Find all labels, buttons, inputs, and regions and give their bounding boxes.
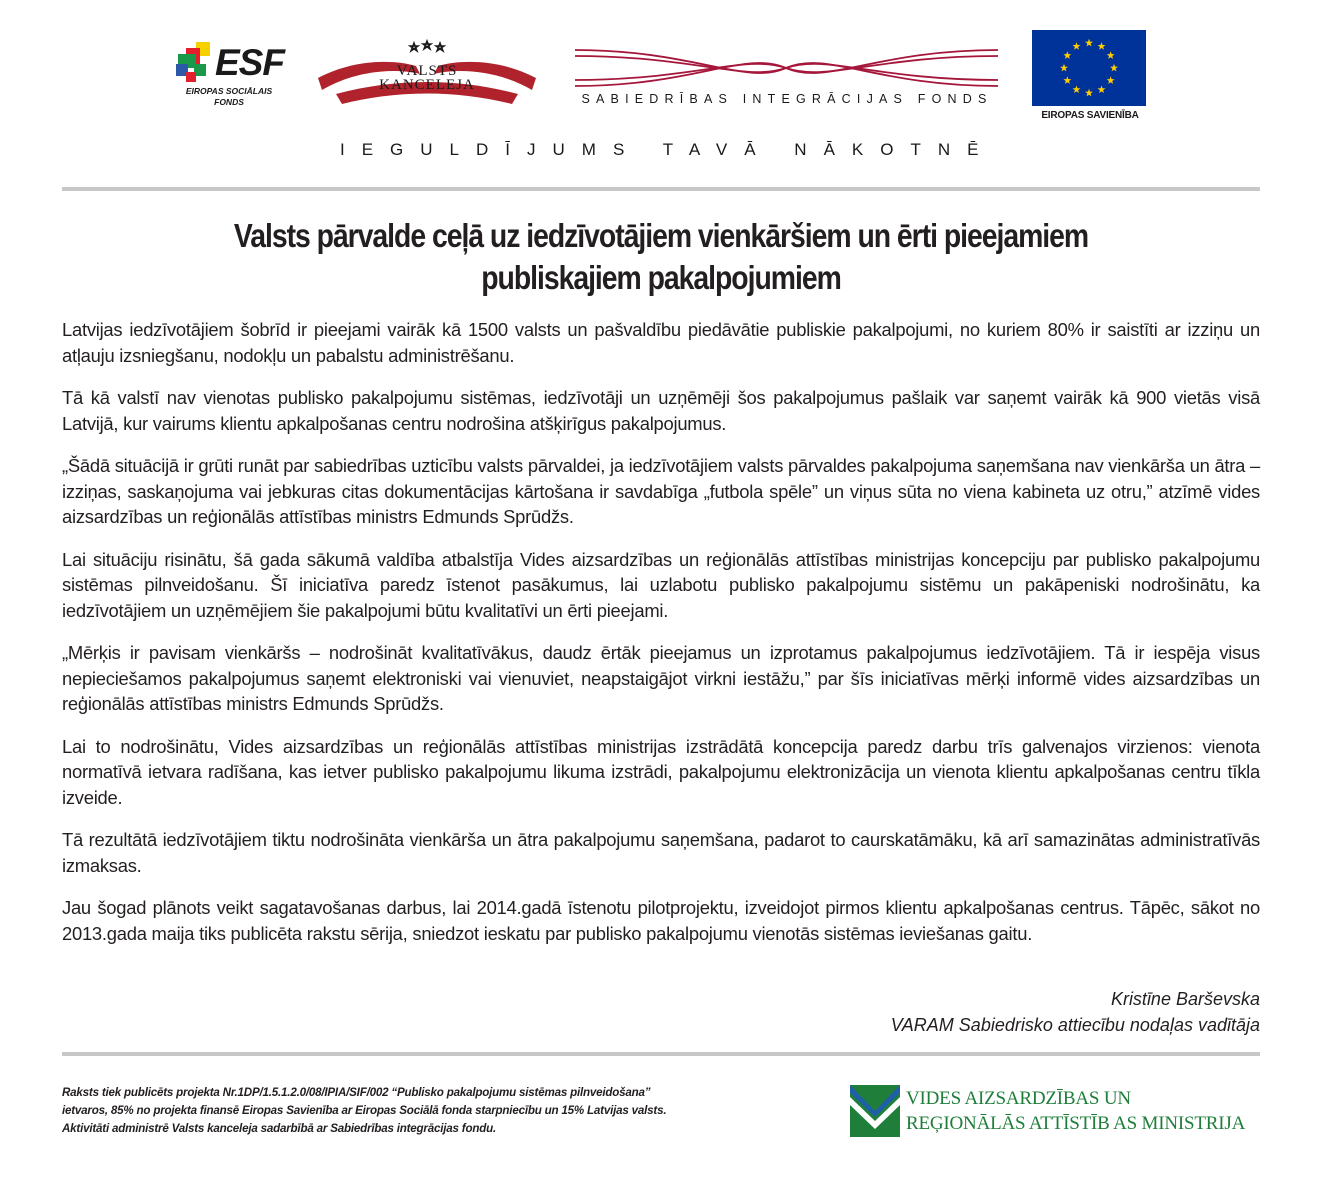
author-role: VARAM Sabiedrisko attiecību nodaļas vadītāja [890,1015,1260,1035]
article-paragraph: „Šādā situācijā ir grūti runāt par sabiedrības uzticību valsts pārvaldei, ja iedzīvotājiem valsts pārvaldes pakalpojuma saņemšana nav vienkārša un ātra – izziņas, saskaņojuma vai jebkuras citas dokumentācijas kārtošana ir savdabīga „futbola spēle” un viņus sūta no viena kabineta uz otru,” atzīmē vides aizsardzības un reģionālās attīstības ministrs Edmunds Sprūdžs. [62,455,1260,527]
eu-star-icon [1073,85,1081,93]
eu-flag [1032,30,1146,106]
article-body [62,317,1260,963]
sif-logo-text: SABIEDRĪBAS INTEGRĀCIJAS FONDS [581,92,993,106]
varam-logo-icon [850,1085,900,1137]
esf-logo-text: ESF [215,42,284,83]
varam-logo-text [906,1086,1245,1136]
funding-note-line: Raksts tiek publicēts projekta Nr.1DP/1.5.1.2.0/08/IPIA/SIF/002 “Publisko pakalpojumu sistēmas pilnveidošana” [62,1086,651,1099]
eu-star-icon [1085,39,1093,47]
esf-subtitle-line2: FONDS [214,97,244,107]
slogan: IEGULDĪJUMS TAVĀ NĀKOTNĒ [340,140,996,159]
funding-note-line: ietvaros, 85% no projekta finansē Eiropas Savienība ar Eiropas Sociālā fonda starpniecību un 15% Latvijas valsts. [62,1104,667,1117]
article-title [146,215,1176,299]
author-signature [700,986,1260,1038]
ministry-line1: VIDES AIZSARDZĪBAS UN [906,1088,1131,1109]
eu-star-icon [1063,76,1071,84]
esf-logo-subtitle [176,86,282,108]
eu-star-icon [1098,42,1106,50]
eu-star-icon [1063,51,1071,59]
article-paragraph: Lai to nodrošinātu, Vides aizsardzības un reģionālās attīstības ministrijas izstrādātā koncepcija paredz darbu trīs galvenajos virzienos: vienota normatīvā ietvara radīšana, kas ietver publisko pakalpojumu likuma izstrādi, pakalpojumu elektronizācija un vienota klientu apkalpošanas centru tīkla izveide. [62,735,1260,808]
kanceleja-line2: KANCELEJA [379,77,475,93]
funding-note [62,1084,822,1138]
eu-star-icon [1110,64,1118,72]
article-title-line2: publiskajiem pakalpojumiem [481,259,841,296]
article-paragraph: Lai situāciju risinātu, šā gada sākumā valdība atbalstīja Vides aizsardzības un reģionālās attīstības ministrijas koncepciju par publisko pakalpojumu sistēmas pilnveidošanu. Šī iniciatīva paredz īstenot pasākumus, lai uzlabotu publisko pakalpojumu sistēmu un pakāpeniski nodrošinātu, ka iedzīvotājiem un uzņēmējiem šie pakalpojumi būtu kvalitatīvi un ērti pieejami. [62,548,1260,621]
eu-star-icon [1107,51,1115,59]
article-paragraph: „Mērķis ir pavisam vienkāršs – nodrošināt kvalitatīvākus, daudz ērtāk pieejamus un izprotamus pakalpojumus iedzīvotājiem. Tā ir iespēja visus nepieciešamos pakalpojumus saņemt elektroniski vai vienuviet, neapstaigājot virkni iestāžu,” par šīs iniciatīvas mērķi informē vides aizsardzības un reģionālās attīstības ministrs Edmunds Sprūdžs. [62,642,1260,714]
eu-logo-text: EIROPAS SAVIENĪBA [1041,110,1139,121]
bottom-divider [62,1052,1260,1056]
article-paragraph: Tā rezultātā iedzīvotājiem tiktu nodrošināta vienkārša un ātra pakalpojumu saņemšana, padarot to caurskatāmāku, kā arī samazinātas administratīvās izmaksas. [62,829,1260,876]
eu-star-icon [1060,64,1068,72]
eu-star-icon [1085,89,1093,97]
article-paragraph: Jau šogad plānots veikt sagatavošanas darbus, lai 2014.gadā īstenotu pilotprojektu, izveidojot pirmos klientu apkalpošanas centrus. Tāpēc, sākot no 2013.gada maija tiks publicēta rakstu sērija, sniedzot ieskatu par publisko pakalpojumu vienotās sistēmas ieviešanas gaitu. [62,897,1260,944]
eu-star-icon [1107,76,1115,84]
esf-subtitle-line1: EIROPAS SOCIĀLAIS [185,86,273,96]
author-name: Kristīne Barševska [1110,989,1260,1009]
kanceleja-line1: VALSTS [396,63,458,79]
ministry-line2: REĢIONĀLĀS ATTĪSTĪB AS MINISTRIJA [906,1113,1246,1134]
article-paragraph: Latvijas iedzīvotājiem šobrīd ir pieejami vairāk kā 1500 valsts un pašvaldību piedāvātie publiskie pakalpojumi, no kuriem 80% ir saistīti ar izziņu un atļauju izsniegšanu, nodokļu un pabalstu administrēšanu. [62,319,1260,366]
article-paragraph: Tā kā valstī nav vienotas publisko pakalpojumu sistēmas, iedzīvotāji un uzņēmēji šos pakalpojumus pašlaik var saņemt vairāk kā 900 vietās visā Latvijā, kur vairums klientu apkalpošanas centru nodrošina atšķirīgus pakalpojumus. [62,387,1260,434]
funding-note-line: Aktivitāti administrē Valsts kanceleja sadarbībā ar Sabiedrības integrācijas fondu. [62,1122,497,1135]
sif-logo [575,42,998,94]
top-divider [62,187,1260,191]
article-title-line1: Valsts pārvalde ceļā uz iedzīvotājiem vienkāršiem un ērti pieejamiem [233,217,1089,254]
eu-star-icon [1073,42,1081,50]
eu-star-icon [1098,85,1106,93]
valsts-kanceleja-text [316,64,538,92]
